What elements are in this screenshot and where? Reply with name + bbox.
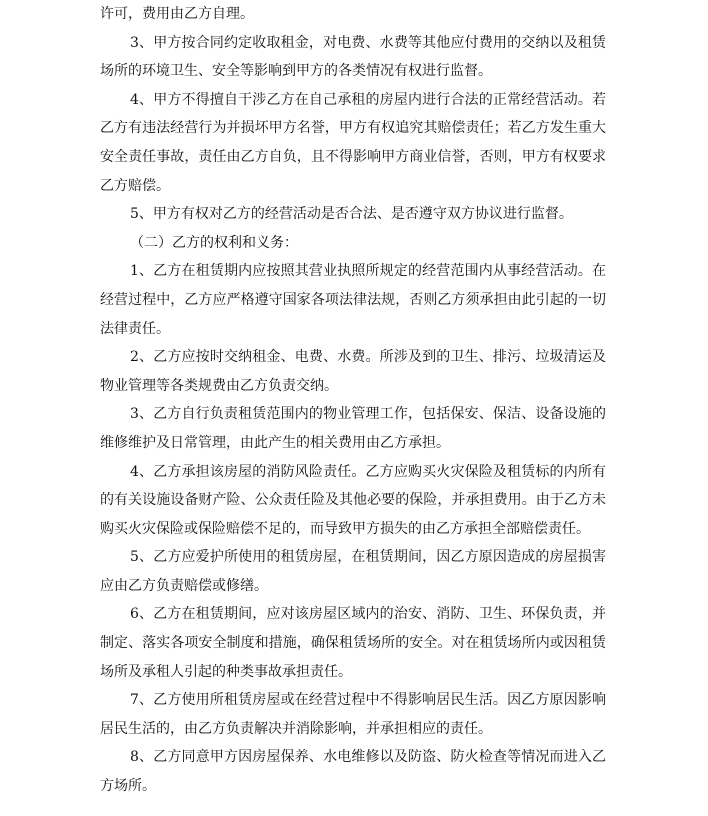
section-heading-party-b: （二）乙方的权利和义务：: [130, 234, 298, 251]
clause-b2: 2、乙方应按时交纳租金、电费、水费。所涉及到的卫生、排污、垃圾清运及物业管理等各类规费由乙方负责交纳。: [100, 349, 606, 394]
paragraph-continued: 许可，费用由乙方自理。: [100, 6, 254, 22]
clause-b7: 7、乙方使用所租赁房屋或在经营过程中不得影响居民生活。因乙方原因影响居民生活的，由乙方负责解决并消除影响，并承担相应的责任。: [100, 692, 606, 737]
clause-b6: 6、乙方在租赁期间，应对该房屋区域内的治安、消防、卫生、环保负责，并制定、落实各项安全制度和措施，确保租赁场所的安全。对在租赁场所内或因租赁场所及承租人引起的种类事故承担责任。: [100, 606, 606, 680]
clause-a3: 3、甲方按合同约定收取租金，对电费、水费等其他应付费用的交纳以及租赁场所的环境卫生、安全等影响到甲方的各类情况有权进行监督。: [100, 34, 606, 80]
clause-b1: 1、乙方在租赁期内应按照其营业执照所规定的经营范围内从事经营活动。在经营过程中，乙方应严格遵守国家各项法律法规，否则乙方须承担由此引起的一切法律责任。: [100, 263, 606, 337]
clause-b3: 3、乙方自行负责租赁范围内的物业管理工作，包括保安、保洁、设备设施的维修维护及日常管理，由此产生的相关费用由乙方承担。: [100, 406, 606, 451]
clause-b8: 8、乙方同意甲方因房屋保养、水电维修以及防盗、防火检查等情况而进入乙方场所。: [100, 749, 606, 795]
clause-a4: 4、甲方不得擅自干涉乙方在自己承租的房屋内进行合法的正常经营活动。若乙方有违法经营行为并损坏甲方名誉，甲方有权追究其赔偿责任；若乙方发生重大安全责任事故，责任由乙方自负，且不得影响甲方商业信誉，否则，甲方有权要求乙方赔偿。: [100, 91, 606, 194]
clause-b5: 5、乙方应爱护所使用的租赁房屋，在租赁期间，因乙方原因造成的房屋损害应由乙方负责赔偿或修缮。: [100, 549, 606, 594]
document-body: [100, 0, 606, 801]
clause-b4: 4、乙方承担该房屋的消防风险责任。乙方应购买火灾保险及租赁标的内所有的有关设施设备财产险、公众责任险及其他必要的保险，并承担费用。由于乙方未购买火灾保险或保险赔偿不足的，而导致甲方损失的由乙方承担全部赔偿责任。: [100, 463, 606, 537]
clause-a5: 5、甲方有权对乙方的经营活动是否合法、是否遵守双方协议进行监督。: [130, 206, 573, 223]
